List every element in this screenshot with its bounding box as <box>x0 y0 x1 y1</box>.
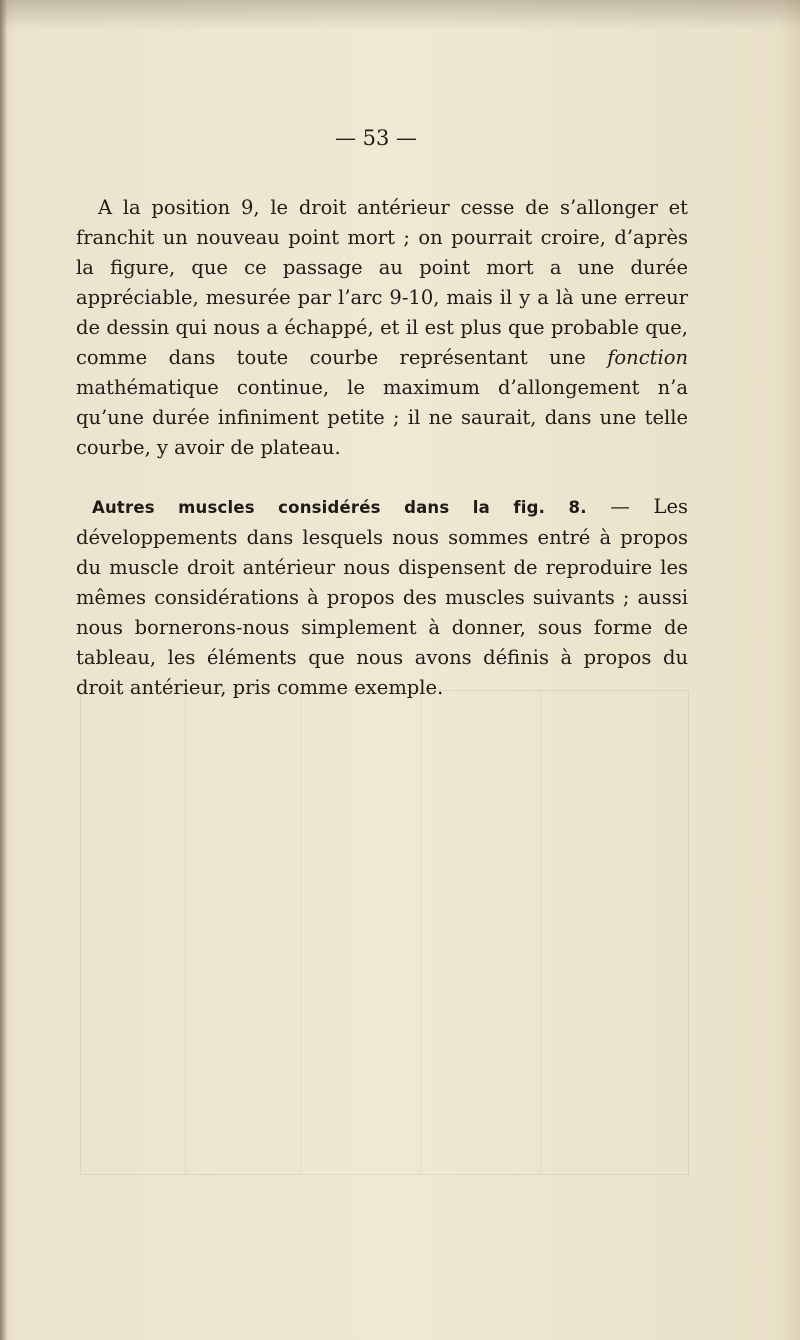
show-through-column-line <box>420 690 421 1173</box>
page-number: — 53 — <box>334 126 418 150</box>
show-through-column-line <box>300 690 301 1173</box>
show-through-column-line <box>185 690 186 1173</box>
paragraph-other-muscles <box>76 492 688 703</box>
paragraph-text: Les développements dans lesquels nous sommes entré à propos du muscle droit antérieur nous dispensent de reproduire les mêmes considérations à propos des muscles suivants ; aussi nous bornerons-nous simplement à donner, sous forme de tableau, les éléments que nous avons définis à propos du droit antérieur, pris comme exemple. <box>76 494 688 699</box>
show-through-table-frame <box>80 690 689 1175</box>
emphasized-word: fonction <box>607 345 688 369</box>
page-top-shadow <box>0 0 800 30</box>
paragraph-text: A la position 9, le droit antérieur cesse de s’allonger et franchit un nouveau point mort ; on pourrait croire, d’après la figure, que ce passage au point mort a une durée appréciable, mesurée par l’arc 9-10, mais il y a là une erreur de dessin qui nous a échappé, et il est plus que probable que, comme dans toute courbe représentant une <box>76 195 688 369</box>
show-through-column-line <box>540 690 541 1173</box>
paragraph-position-9 <box>76 193 688 463</box>
section-heading: Autres muscles considérés dans la fig. 8. <box>92 497 587 517</box>
paragraph-text: mathématique continue, le maximum d’allongement n’a qu’une durée infiniment petite ; il ne saurait, dans une telle courbe, y avoir de plateau. <box>76 375 688 459</box>
heading-dash: — <box>586 494 654 518</box>
page-binding-edge <box>0 0 7 1340</box>
